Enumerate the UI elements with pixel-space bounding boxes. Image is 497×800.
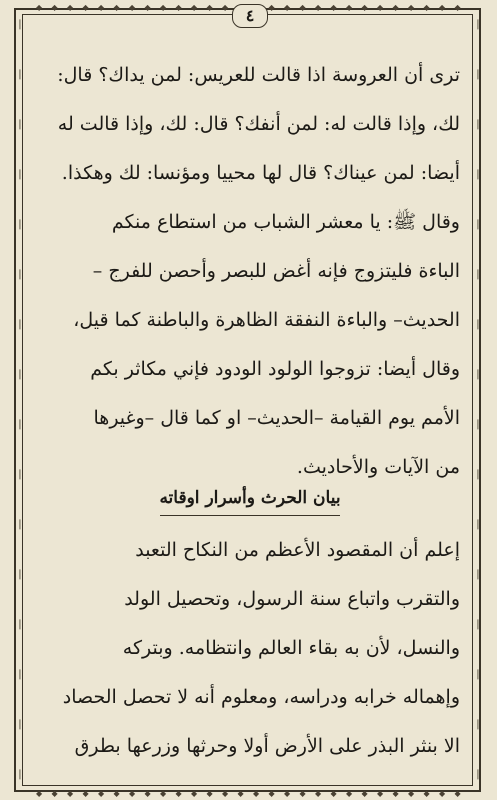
text-line: الا بنثر البذر على الأرض أولا وحرثها وزرعها بطرق [74, 735, 460, 757]
main-text-block [40, 60, 460, 501]
text-line: ترى أن العروسة اذا قالت للعريس: لمن يداك؟ قال: [57, 64, 460, 86]
text-line: أيضا: لمن عيناك؟ قال لها محييا ومؤنسا: لك وهكذا. [61, 162, 460, 184]
text-line: إعلم أن المقصود الأعظم من النكاح التعبد [135, 539, 460, 561]
text-line: من الآيات والأحاديث. [296, 456, 460, 478]
page-number: ٤ [232, 4, 268, 28]
section-text-block [40, 535, 460, 780]
left-border-ornament: ❘ ❘ ❘ ❘ ❘ ❘ ❘ ❘ ❘ ❘ ❘ ❘ ❘ ❘ ❘ ❘ [15, 19, 25, 780]
text-line: الحديث– والباءة النفقة الظاهرة والباطنة كما قيل، [73, 309, 460, 331]
text-line: وقال أيضا: تزوجوا الولود الودود فإني مكاثر بكم [90, 358, 460, 380]
text-line: والنسل، لأن به بقاء العالم وانتظامه. وبتركه [122, 637, 460, 659]
section-heading: بيان الحرث وأسرار اوقاته [159, 488, 341, 508]
right-border-ornament: ❘ ❘ ❘ ❘ ❘ ❘ ❘ ❘ ❘ ❘ ❘ ❘ ❘ ❘ ❘ ❘ [473, 19, 483, 780]
text-line: والتقرب واتباع سنة الرسول، وتحصيل الولد [124, 588, 460, 610]
text-line: الأمم يوم القيامة –الحديث– او كما قال –وغيرها [93, 407, 460, 429]
text-line: الباءة فليتزوج فإنه أغض للبصر وأحصن للفرج – [92, 260, 460, 282]
top-border-ornament: ◆ ◆ ◆ ◆ ◆ ◆ ◆ ◆ ◆ ◆ ◆ ◆ ◆ ◆ ◆ ◆ ◆ ◆ ◆ ◆ ◆ ◆ ◆ ◆ ◆ ◆ [36, 3, 461, 12]
text-line: لك، وإذا قالت له: لمن أنفك؟ قال: لك، وإذا قالت له [57, 113, 460, 135]
heading-divider [160, 515, 340, 516]
text-line: وقال ﷺ: يا معشر الشباب من استطاع منكم [111, 211, 460, 233]
text-line: وإهماله خرابه ودراسه، ومعلوم أنه لا تحصل الحصاد [62, 686, 460, 708]
bottom-border-ornament: ◆ ◆ ◆ ◆ ◆ ◆ ◆ ◆ ◆ ◆ ◆ ◆ ◆ ◆ ◆ ◆ ◆ ◆ ◆ ◆ ◆ ◆ ◆ ◆ ◆ ◆ ◆ ◆ [36, 789, 461, 798]
